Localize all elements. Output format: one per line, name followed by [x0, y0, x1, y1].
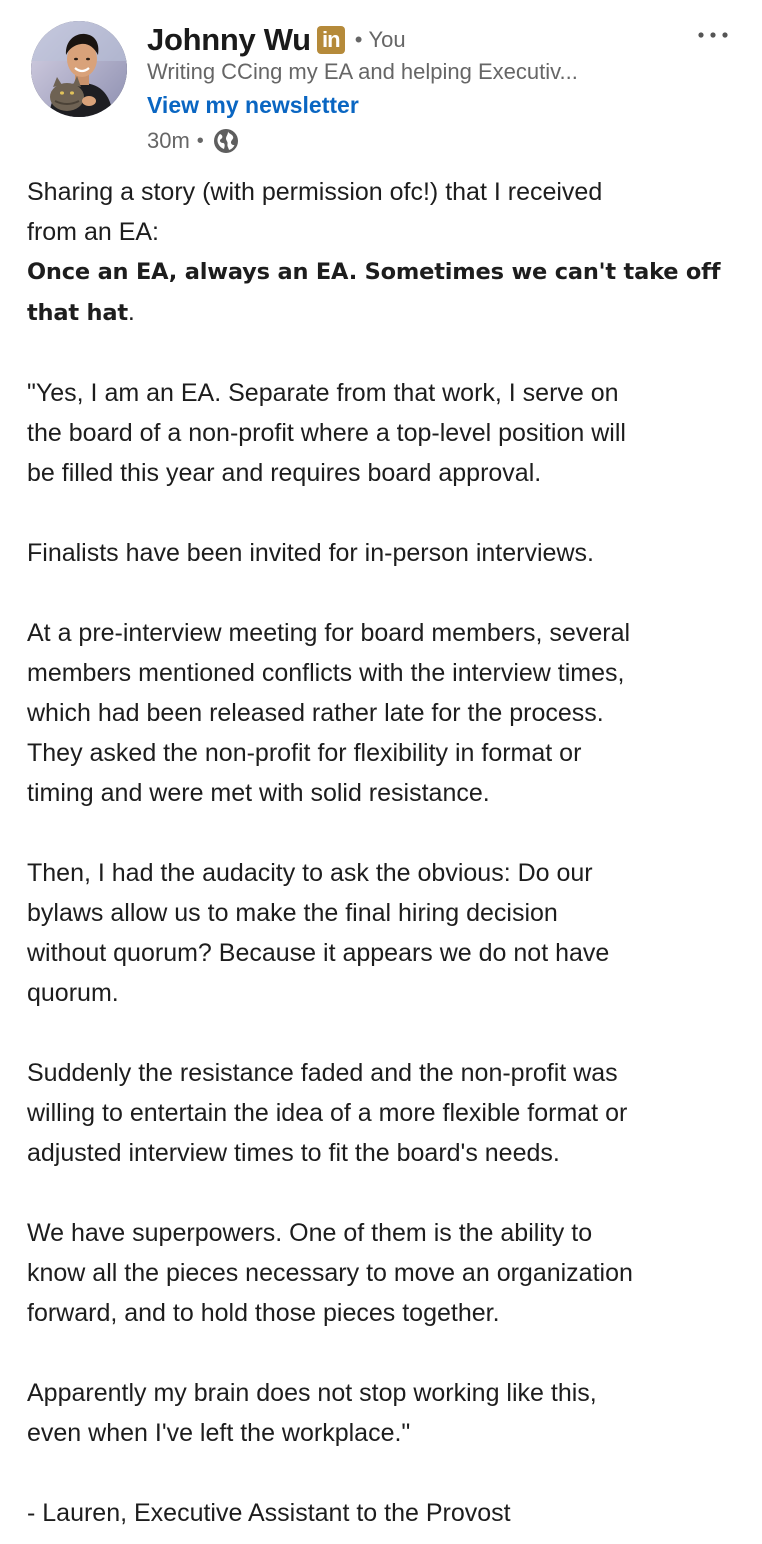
paragraph-gap [27, 813, 747, 853]
post-line: which had been released rather late for the process. [27, 699, 604, 727]
post-bold-line: Once an EA, always an EA. Sometimes we can't take off [27, 259, 721, 285]
paragraph-gap [27, 573, 747, 613]
linkedin-premium-badge-icon: in [317, 26, 345, 54]
post-line: the board of a non-profit where a top-level position will [27, 419, 626, 447]
post-line: even when I've left the workplace." [27, 1419, 411, 1447]
paragraph-gap [27, 493, 747, 533]
post-line: without quorum? Because it appears we do not have [27, 939, 610, 967]
author-name-row [147, 20, 406, 60]
post-body [27, 172, 747, 1533]
post-bold-text: that hat [27, 300, 128, 326]
view-newsletter-link[interactable]: View my newsletter [147, 92, 359, 118]
paragraph-gap [27, 1013, 747, 1053]
paragraph-gap [27, 1173, 747, 1213]
paragraph-gap [27, 1333, 747, 1373]
author-headline: Writing CCing my EA and helping Executiv... [147, 59, 578, 84]
post-line: from an EA: [27, 218, 159, 246]
post-line: Finalists have been invited for in-person interviews. [27, 539, 594, 567]
globe-icon [212, 127, 240, 155]
post-line: Sharing a story (with permission ofc!) that I received [27, 178, 603, 206]
post-line: members mentioned conflicts with the interview times, [27, 659, 625, 687]
post-line: adjusted interview times to fit the board's needs. [27, 1139, 560, 1167]
post-bold-line-2 [27, 292, 747, 333]
post-line: forward, and to hold those pieces together. [27, 1299, 500, 1327]
paragraph-gap [27, 1453, 747, 1493]
more-horizontal-icon [696, 30, 730, 40]
post-line: Apparently my brain does not stop working like this, [27, 1379, 597, 1407]
post-line: They asked the non-profit for flexibility in format or [27, 739, 582, 767]
paragraph-gap [27, 333, 747, 373]
post-signature: - Lauren, Executive Assistant to the Provost [27, 1499, 511, 1527]
relation-label: You [368, 27, 406, 52]
post-line: We have superpowers. One of them is the ability to [27, 1219, 593, 1247]
post-line: Suddenly the resistance faded and the non-profit was [27, 1059, 618, 1087]
more-options-button[interactable] [690, 18, 736, 52]
post-line: timing and were met with solid resistance. [27, 779, 490, 807]
post-line: "Yes, I am an EA. Separate from that work, I serve on [27, 379, 619, 407]
time-separator: • [196, 129, 204, 152]
post-bold-suffix: . [127, 298, 135, 326]
name-separator: • [354, 27, 363, 52]
post-line: know all the pieces necessary to move an organization [27, 1259, 633, 1287]
post-line: willing to entertain the idea of a more flexible format or [27, 1099, 628, 1127]
post-line: quorum. [27, 979, 119, 1007]
post-header [0, 0, 762, 170]
avatar[interactable] [31, 21, 127, 117]
post-line: At a pre-interview meeting for board members, several [27, 619, 631, 647]
post-meta [147, 126, 240, 156]
post-time[interactable]: 30m [147, 128, 190, 153]
post-line: Then, I had the audacity to ask the obvious: Do our [27, 859, 593, 887]
avatar-photo [31, 21, 127, 117]
post-line: bylaws allow us to make the final hiring decision [27, 899, 558, 927]
author-name[interactable]: Johnny Wu [147, 22, 311, 57]
post-line: be filled this year and requires board approval. [27, 459, 542, 487]
